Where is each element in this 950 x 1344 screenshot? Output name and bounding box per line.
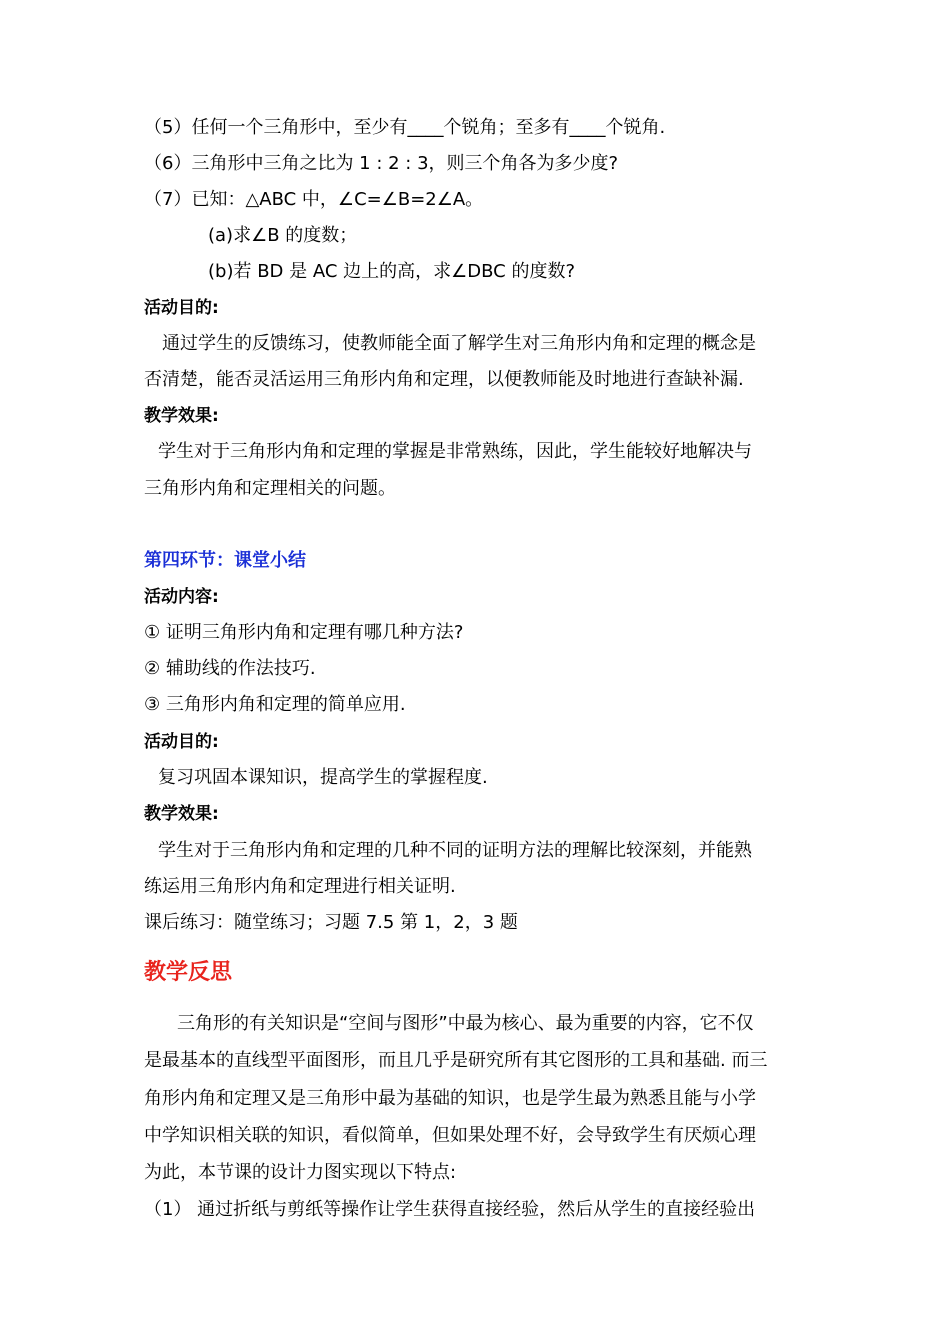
reflection-line-3: 角形内角和定理又是三角形中最为基础的知识，也是学生最为熟悉且能与小学 xyxy=(144,1088,756,1109)
part3-effect-line-2: 三角形内角和定理相关的问题。 xyxy=(144,478,396,499)
part4-content-item-3: ③ 三角形内角和定理的简单应用. xyxy=(144,694,406,715)
part4-effect-line-2: 练运用三角形内角和定理进行相关证明. xyxy=(144,876,456,897)
reflection-title: 教学反思 xyxy=(144,960,233,985)
part4-effect-heading: 教学效果: xyxy=(144,804,219,824)
part4-content-heading: 活动内容: xyxy=(144,587,219,607)
reflection-line-1: 三角形的有关知识是“空间与图形”中最为核心、最为重要的内容，它不仅 xyxy=(177,1013,754,1034)
part3-effect-heading: 教学效果: xyxy=(144,406,219,426)
part3-goal-line-2: 否清楚，能否灵活运用三角形内角和定理，以便教师能及时地进行查缺补漏. xyxy=(144,369,744,390)
section-title-part4: 第四环节：课堂小结 xyxy=(144,550,306,571)
practice-item-5: （5）任何一个三角形中，至少有____个锐角；至多有____个锐角. xyxy=(144,117,666,138)
practice-item-7: （7）已知：△ABC 中，∠C=∠B=2∠A。 xyxy=(144,189,484,210)
part3-goal-line-1: 通过学生的反馈练习，使教师能全面了解学生对三角形内角和定理的概念是 xyxy=(162,333,756,354)
practice-item-6: （6）三角形中三角之比为 1 : 2 : 3，则三个角各为多少度? xyxy=(144,153,619,174)
part4-effect-line-1: 学生对于三角形内角和定理的几种不同的证明方法的理解比较深刻，并能熟 xyxy=(158,840,752,861)
reflection-line-2: 是最基本的直线型平面图形，而且几乎是研究所有其它图形的工具和基础. 而三 xyxy=(144,1050,768,1071)
reflection-line-5: 为此，本节课的设计力图实现以下特点: xyxy=(144,1162,457,1183)
part3-effect-line-1: 学生对于三角形内角和定理的掌握是非常熟练，因此，学生能较好地解决与 xyxy=(158,441,752,462)
homework-line: 课后练习：随堂练习；习题 7.5 第 1，2，3 题 xyxy=(144,912,518,933)
part4-goal-heading: 活动目的: xyxy=(144,732,219,752)
practice-item-7a: (a)求∠B 的度数； xyxy=(208,225,358,246)
part3-goal-heading: 活动目的: xyxy=(144,298,219,318)
reflection-line-6: （1） 通过折纸与剪纸等操作让学生获得直接经验，然后从学生的直接经验出 xyxy=(144,1199,756,1220)
reflection-line-4: 中学知识相关联的知识，看似简单，但如果处理不好，会导致学生有厌烦心理 xyxy=(144,1125,756,1146)
part4-goal-line: 复习巩固本课知识，提高学生的掌握程度. xyxy=(158,767,488,788)
part4-content-item-2: ② 辅助线的作法技巧. xyxy=(144,658,316,679)
practice-item-7b: (b)若 BD 是 AC 边上的高，求∠DBC 的度数? xyxy=(208,261,576,282)
part4-content-item-1: ① 证明三角形内角和定理有哪几种方法? xyxy=(144,622,464,643)
